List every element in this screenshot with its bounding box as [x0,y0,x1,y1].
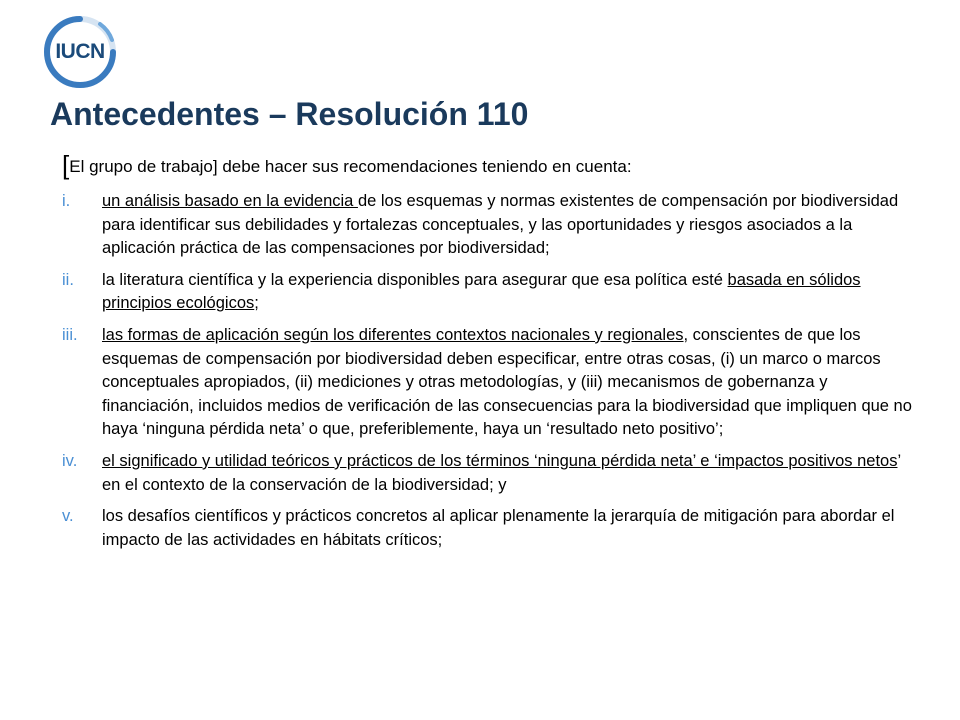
recommendations-list [62,190,912,560]
list-item [62,505,912,552]
list-item [62,269,912,316]
intro-sentence: El grupo de trabajo] debe hacer sus recomendaciones teniendo en cuenta: [69,157,632,176]
underlined-phrase: las formas de aplicación según los diferentes contextos nacionales y regionales [102,325,684,344]
list-item-number: iv. [62,451,78,470]
list-item-text: la literatura científica y la experiencia disponibles para asegurar que esa política esté [102,270,728,289]
list-item [62,324,912,442]
list-item-number: i. [62,192,71,210]
list-item-text: , conscientes de que los esquemas de compensación por biodiversidad deben especificar, entre otras cosas, (i) un marco o marcos conceptuales apropiados, (ii) mediciones y otras metodologías, y (iii) mecanismos de gobernanza y financiación, incluidos medios de verificación de las consecuencias para la biodiversidad que impliquen que no haya ‘ninguna pérdida neta’ o que, preferiblemente, haya un ‘resultado neto positivo’; [102,325,912,439]
logo-text: IUCN [55,40,105,63]
list-item-text-end: ; [254,294,259,313]
list-item-number: iii. [62,325,78,344]
list-item-number: ii. [62,270,74,289]
list-item [62,450,912,497]
list-item-text: de los esquemas y normas existentes de compensación por biodiversidad para identificar sus debilidades y fortalezas conceptuales, y las oportunidades y riesgos asociados a la aplicación práctica de las compensaciones por biodiversidad; [102,192,899,258]
intro-bracket: [ [62,150,70,180]
underlined-phrase: el significado y utilidad teóricos y prácticos de los términos ‘ninguna pérdida neta’ e ‘impactos positivos netos [102,451,898,470]
list-item-text: los desafíos científicos y prácticos concretos al aplicar plenamente la jerarquía de mitigación para abordar el impacto de las actividades en hábitats críticos; [102,507,895,549]
underlined-phrase: un análisis basado en la evidencia [102,192,358,210]
underlined-phrase: basada en sólidos principios ecológicos [102,270,861,313]
iucn-logo [42,14,118,90]
page-title: Antecedentes – Resolución 110 [50,96,529,132]
list-item-number: v. [62,507,74,526]
list-item-text: ’ en el contexto de la conservación de la biodiversidad; y [102,451,901,494]
intro-text [62,150,632,181]
list-item [62,190,912,261]
